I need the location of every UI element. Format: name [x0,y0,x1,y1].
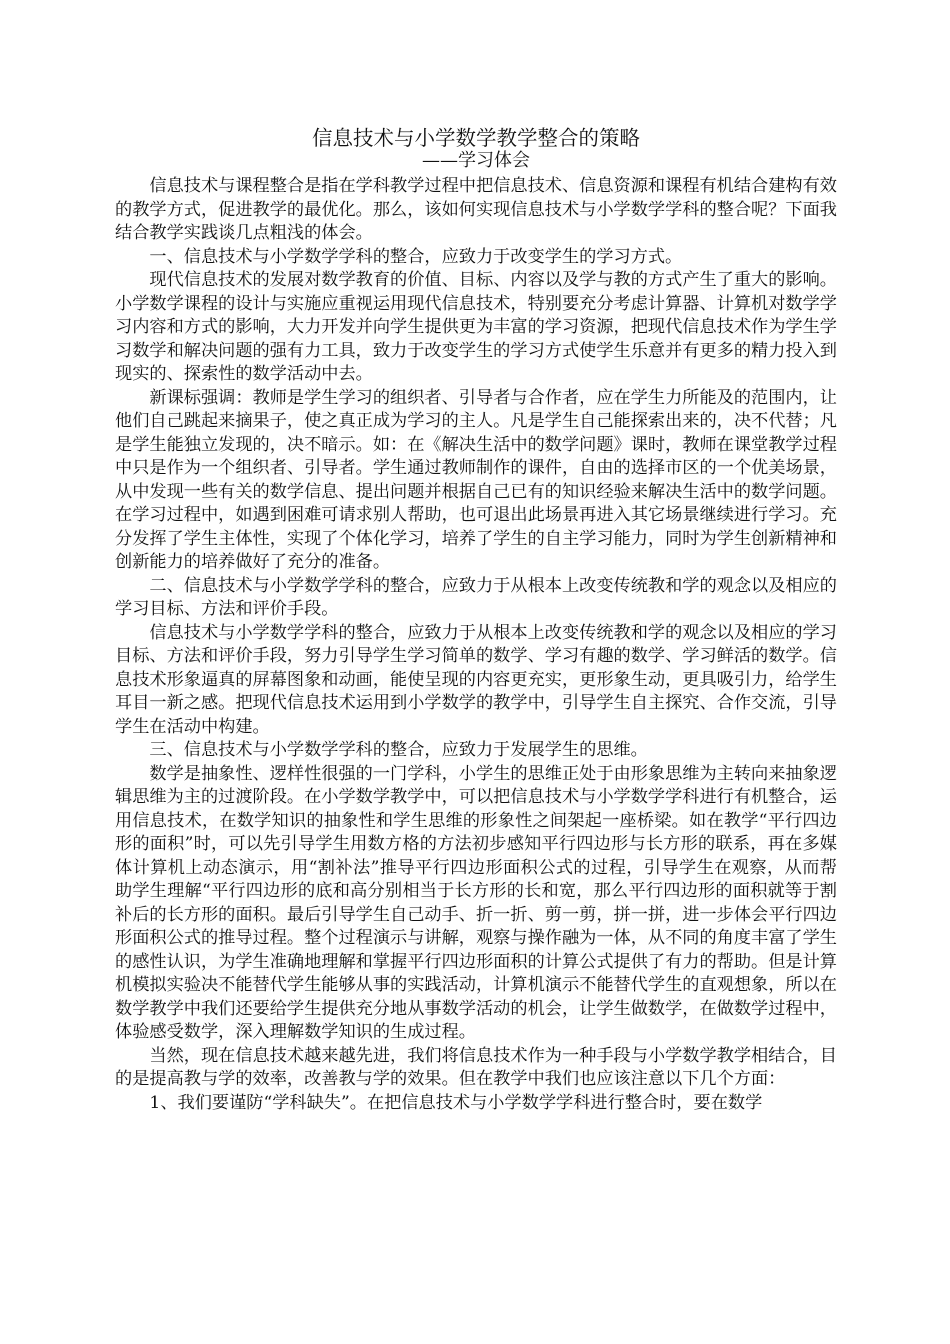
paragraph-point-1: 1、我们要谨防“学科缺失”。在把信息技术与小学数学学科进行整合时，要在数学 [149,1092,763,1113]
paragraph-intro: 信息技术与课程整合是指在学科教学过程中把信息技术、信息资源和课程有机结合建构有效的教学方式，促进教学的最优化。那么，该如何实现信息技术与小学数学学科的整合呢？下面我结合教学实践谈几点粗浅的体会。 [115,176,837,243]
paragraph-heading-3: 三、信息技术与小学数学学科的整合，应致力于发展学生的思维。 [149,740,648,760]
paragraph: 数学是抽象性、逻样性很强的一门学科，小学生的思维正处于由形象思维为主转向来抽象逻辑思维为主的过渡阶段。在小学数学教学中，可以把信息技术与小学数学学科进行有机整合，运用信息技术，在数学知识的抽象性和学生思维的形象性之间架起一座桥梁。如在教学“平行四边形的面积”时，可以先引导学生用数方格的方法初步感知平行四边形与长方形的联系，再在多媒体计算机上动态演示，用“割补法”推导平行四边形面积公式的过程，引导学生在观察，从而帮助学生理解“平行四边形的底和高分别相当于长方形的长和宽，那么平行四边形的面积就等于割补后的长方形的面积。最后引导学生自己动手、折一折、剪一剪，拼一拼，进一步体会平行四边形面积公式的推导过程。整个过程演示与讲解，观察与操作融为一体，从不同的角度丰富了学生的感性认识，为学生准确地理解和掌握平行四边形面积的计算公式提供了有力的帮助。但是计算机模拟实验决不能替代学生能够从事的实践活动，计算机演示不能替代学生的直观想象，所以在数学教学中我们还要给学生提供充分地从事数学活动的机会，让学生做数学，在做数学过程中，体验感受数学，深入理解数学知识的生成过程。 [115,763,837,1042]
paragraph: 信息技术与小学数学学科的整合，应致力于从根本上改变传统教和学的观念以及相应的学习目标、方法和评价手段，努力引导学生学习简单的数学、学习有趣的数学、学习鲜活的数学。信息技术形象逼真的屏幕图象和动画，能使呈现的内容更充实，更形象生动，更具吸引力，给学生耳目一新之感。把现代信息技术运用到小学数学的教学中，引导学生自主探究、合作交流，引导学生在活动中构建。 [115,622,837,737]
document-subtitle: ——学习体会 [422,150,530,171]
paragraph-heading-2: 二、信息技术与小学数学学科的整合，应致力于从根本上改变传统教和学的观念以及相应的学习目标、方法和评价手段。 [115,575,837,619]
paragraph: 新课标强调：教师是学生学习的组织者、引导者与合作者，应在学生力所能及的范围内，让他们自己跳起来摘果子，使之真正成为学习的主人。凡是学生自己能探索出来的，决不代替；凡是学生能独立发现的，决不暗示。如：在《解决生活中的数学问题》课时，教师在课堂教学过程中只是作为一个组织者、引导者。学生通过教师制作的课件，自由的选择市区的一个优美场景，从中发现一些有关的数学信息、提出问题并根据自己已有的知识经验来解决生活中的数学问题。在学习过程中，如遇到困难可请求别人帮助，也可退出此场景再进入其它场景继续进行学习。充分发挥了学生主体性，实现了个体化学习，培养了学生的自主学习能力，同时为学生创新精神和创新能力的培养做好了充分的准备。 [115,387,837,572]
paragraph-heading-1: 一、信息技术与小学数学学科的整合，应致力于改变学生的学习方式。 [149,246,683,267]
document-body [115,175,837,1115]
paragraph: 现代信息技术的发展对数学教育的价值、目标、内容以及学与教的方式产生了重大的影响。小学数学课程的设计与实施应重视运用现代信息技术，特别要充分考虑计算器、计算机对数学学习内容和方式的影响，大力开发并向学生提供更为丰富的学习资源，把现代信息技术作为学生学习数学和解决问题的强有力工具，致力于改变学生的学习方式使学生乐意并有更多的精力投入到现实的、探索性的数学活动中去。 [115,270,837,384]
document-title: 信息技术与小学数学教学整合的策略 [312,126,640,150]
paragraph: 当然，现在信息技术越来越先进，我们将信息技术作为一种手段与小学数学教学相结合，目的是提高教与学的效率，改善教与学的效果。但在教学中我们也应该注意以下几个方面： [115,1045,837,1089]
